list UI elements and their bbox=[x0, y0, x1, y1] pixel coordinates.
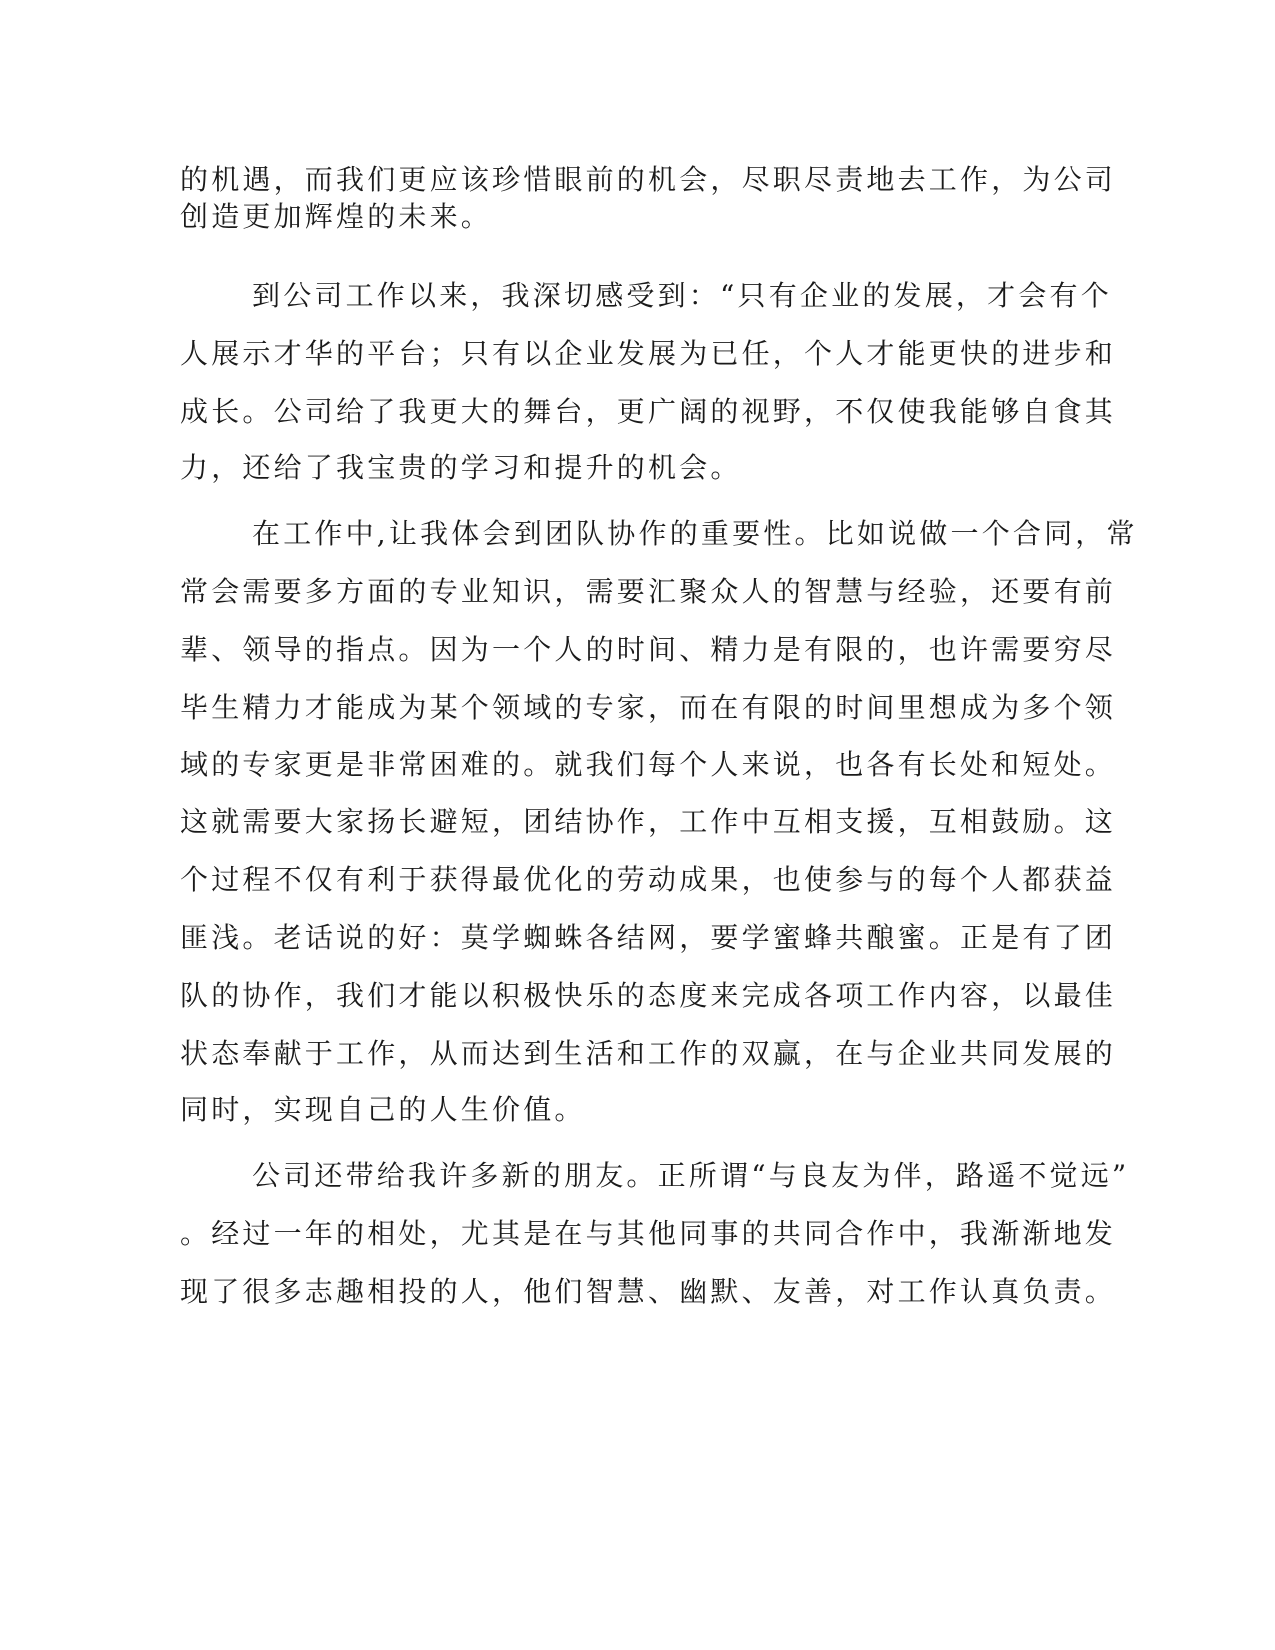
text-line: 现了很多志趣相投的人，他们智慧、幽默、友善，对工作认真负责。 bbox=[180, 1275, 1117, 1308]
text-line: 状态奉献于工作，从而达到生活和工作的双赢，在与企业共同发展的 bbox=[180, 1037, 1117, 1070]
text-line: 成长。公司给了我更大的舞台，更广阔的视野，不仅使我能够自食其 bbox=[180, 395, 1117, 428]
text-line: 队的协作，我们才能以积极快乐的态度来完成各项工作内容，以最佳 bbox=[180, 979, 1117, 1012]
paragraph-start-line: 在工作中,让我体会到团队协作的重要性。比如说做一个合同，常 bbox=[252, 517, 1138, 550]
text-line: 力，还给了我宝贵的学习和提升的机会。 bbox=[180, 451, 742, 484]
paragraph-start-line: 到公司工作以来，我深切感受到：“只有企业的发展，才会有个 bbox=[252, 279, 1112, 312]
text-line: 毕生精力才能成为某个领域的专家，而在有限的时间里想成为多个领 bbox=[180, 691, 1117, 724]
text-line: 常会需要多方面的专业知识，需要汇聚众人的智慧与经验，还要有前 bbox=[180, 575, 1117, 608]
text-line: 个过程不仅有利于获得最优化的劳动成果，也使参与的每个人都获益 bbox=[180, 863, 1117, 896]
text-line: 。经过一年的相处，尤其是在与其他同事的共同合作中，我渐渐地发 bbox=[180, 1217, 1117, 1250]
text-line: 创造更加辉煌的未来。 bbox=[180, 200, 493, 233]
text-line: 域的专家更是非常困难的。就我们每个人来说，也各有长处和短处。 bbox=[180, 748, 1117, 781]
text-line: 同时，实现自己的人生价值。 bbox=[180, 1093, 586, 1126]
text-line: 的机遇，而我们更应该珍惜眼前的机会，尽职尽责地去工作，为公司 bbox=[180, 163, 1117, 196]
text-line: 人展示才华的平台；只有以企业发展为已任，个人才能更快的进步和 bbox=[180, 337, 1117, 370]
text-line: 辈、领导的指点。因为一个人的时间、精力是有限的，也许需要穷尽 bbox=[180, 633, 1117, 666]
text-line: 这就需要大家扬长避短，团结协作，工作中互相支援，互相鼓励。这 bbox=[180, 805, 1117, 838]
paragraph-start-line: 公司还带给我许多新的朋友。正所谓“与良友为伴，路遥不觉远” bbox=[252, 1159, 1130, 1192]
text-line: 匪浅。老话说的好：莫学蜘蛛各结网，要学蜜蜂共酿蜜。正是有了团 bbox=[180, 921, 1117, 954]
